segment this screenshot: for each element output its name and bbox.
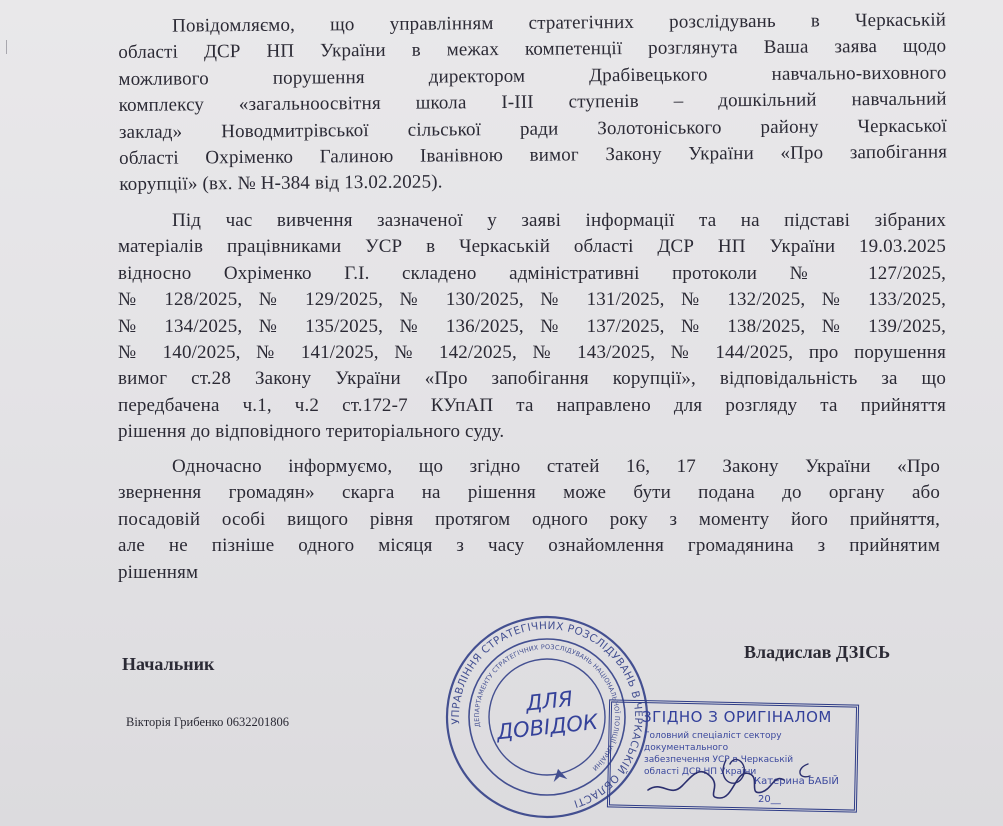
- text-line: вимог ст.28 Закону України «Про запобігання корупції», відповідальність за що: [118, 368, 946, 390]
- margin-mark: [6, 40, 13, 54]
- text-line: № 140/2025, № 141/2025, № 142/2025, № 143/2025, № 144/2025, про порушення: [118, 341, 946, 363]
- paragraph-appeal-info: [118, 454, 940, 586]
- seal-inner-text: ДЕПАРТАМЕНТУ СТРАТЕГІЧНИХ РОЗСЛІДУВАНЬ НАЦІОНАЛЬНОЇ ПОЛІЦІЇ УКРАЇНИ: [472, 642, 622, 773]
- text-line: матеріалів працівниками УСР в Черкаській області ДСР НП України 19.03.2025: [118, 236, 946, 258]
- text-line: посадовій особі вищого рівня протягом одного року з моменту його прийняття,: [118, 508, 940, 530]
- text-line: але не пізніше одного місяця з часу ознайомлення громадянина з прийнятим: [118, 535, 940, 557]
- signatory-position: Начальник: [122, 654, 215, 674]
- text-line: можливого порушення директором Драбівецького навчально-виховного: [118, 62, 947, 90]
- text-line: рішенням: [118, 561, 199, 583]
- signatory-name: Владислав ДЗІСЬ: [744, 642, 891, 662]
- seal-center-line-1: ДЛЯ: [524, 686, 574, 716]
- text-line: передбачена ч.1, ч.2 ст.172-7 КУпАП та направлено для розгляду та прийняття: [118, 394, 946, 416]
- text-line: Повідомляємо, що управлінням стратегічних розслідувань в Черкаській: [172, 9, 947, 37]
- stamp-title: ЗГІДНО З ОРИГІНАЛОМ: [642, 708, 832, 726]
- text-line: звернення громадян» скарга на рішення може бути подана до органу або: [118, 482, 940, 504]
- text-line: заклад» Новодмитрівської сільської ради Золотоніського району Черкаської: [118, 115, 947, 143]
- stamp-org-line: області ДСР НП України: [644, 767, 757, 777]
- executor-contact: Вікторія Грибенко 0632201806: [126, 715, 289, 729]
- certified-copy-stamp: [608, 702, 866, 818]
- text-line: комплексу «загальноосвітня школа І-ІІІ ступенів – дошкільний навчальний: [118, 88, 947, 117]
- stamp-year: 20__: [758, 794, 781, 805]
- text-line: Одночасно інформуємо, що згідно статей 16, 17 Закону України «Про: [172, 456, 940, 477]
- stamp-org-line: Головний спеціаліст сектору документального: [644, 731, 782, 753]
- seal-outer-text: УПРАВЛІННЯ СТРАТЕГІЧНИХ РОЗСЛІДУВАНЬ В ЧЕРКАСЬКІЙ ОБЛАСТІ: [449, 619, 645, 810]
- text-line: корупції» (вх. № Н-384 від 13.02.2025).: [119, 171, 443, 196]
- text-line: № 134/2025, № 135/2025, № 136/2025, № 137/2025, № 138/2025, № 139/2025,: [118, 315, 946, 337]
- text-line: № 128/2025, № 129/2025, № 130/2025, № 131/2025, № 132/2025, № 133/2025,: [118, 289, 946, 311]
- stamp-person: Катерина БАБІЙ: [754, 776, 839, 787]
- text-line: області ДСР НП України в межах компетенції розглянута Ваша заява щодо: [118, 35, 947, 64]
- text-line: рішення до відповідного територіального суду.: [118, 421, 505, 443]
- seal-center-line-2: ДОВІДОК: [495, 709, 599, 745]
- text-line: Під час вивчення зазначеної у заяві інформації та на підставі зібраних: [172, 210, 946, 231]
- paragraph-investigation: [118, 208, 946, 446]
- paragraph-notification: [118, 7, 947, 198]
- text-line: області Охріменко Галиною Іванівною вимог Закону України «Про запобігання: [119, 141, 948, 169]
- text-line: відносно Охріменко Г.І. складено адміністративні протоколи № 127/2025,: [118, 262, 946, 284]
- stamp-org-line: забезпечення УСР в Черкаській: [644, 755, 794, 765]
- handwritten-signature: [608, 702, 866, 818]
